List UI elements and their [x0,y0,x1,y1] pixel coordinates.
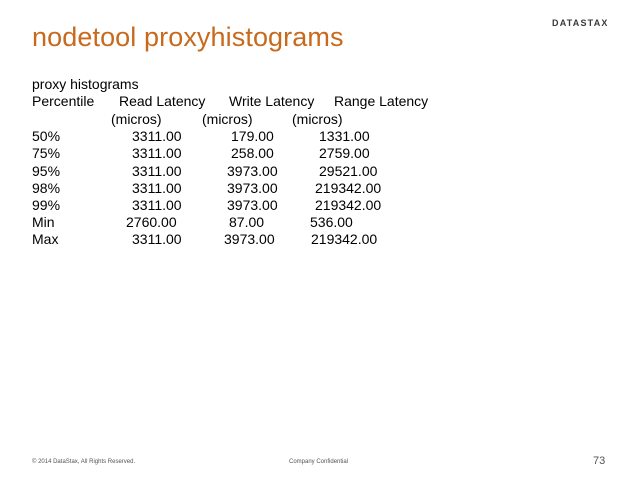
row-99-write-latency: 3973.00 [227,197,278,213]
row-75-write-latency: 258.00 [231,145,274,161]
row-50-percentile: 50% [32,128,61,144]
slide-title: nodetool proxyhistograms [32,22,344,52]
row-max-range-latency: 219342.00 [311,231,378,247]
datastax-logo-text: DATASTAX [552,18,609,28]
row-75-range-latency: 2759.00 [319,145,370,161]
row-95-write-latency: 3973.00 [227,163,278,179]
output-heading: proxy histograms [32,76,139,92]
row-95-read-latency: 3311.00 [132,163,182,179]
datastax-logo [552,15,618,33]
row-50-read-latency: 3311.00 [132,128,182,144]
unit-range-latency: (micros) [292,111,343,127]
footer-confidential: Company Confidential [289,459,349,465]
row-50-range-latency: 1331.00 [319,128,370,144]
column-header-range-latency: Range Latency [334,93,429,109]
row-max-read-latency: 3311.00 [132,231,182,247]
row-98-percentile: 98% [32,180,61,196]
row-98-range-latency: 219342.00 [315,180,382,196]
row-75-read-latency: 3311.00 [132,145,182,161]
unit-write-latency: (micros) [202,111,253,127]
page-number: 73 [593,455,606,467]
column-header-read-latency: Read Latency [119,93,206,109]
row-95-percentile: 95% [32,163,61,179]
row-min-range-latency: 536.00 [310,214,353,230]
row-max-percentile: Max [32,231,59,247]
footer-copyright: © 2014 DataStax, All Rights Reserved. [32,459,136,465]
row-95-range-latency: 29521.00 [319,163,378,179]
row-min-read-latency: 2760.00 [126,214,177,230]
row-min-percentile: Min [32,214,55,230]
unit-read-latency: (micros) [111,111,162,127]
row-max-write-latency: 3973.00 [224,231,275,247]
row-75-percentile: 75% [32,145,61,161]
row-50-write-latency: 179.00 [231,128,274,144]
column-header-write-latency: Write Latency [229,93,315,109]
row-98-read-latency: 3311.00 [132,180,182,196]
column-header-percentile: Percentile [32,93,95,109]
row-min-write-latency: 87.00 [229,214,265,230]
row-98-write-latency: 3973.00 [227,180,278,196]
row-99-range-latency: 219342.00 [315,197,382,213]
row-99-read-latency: 3311.00 [132,197,182,213]
row-99-percentile: 99% [32,197,61,213]
